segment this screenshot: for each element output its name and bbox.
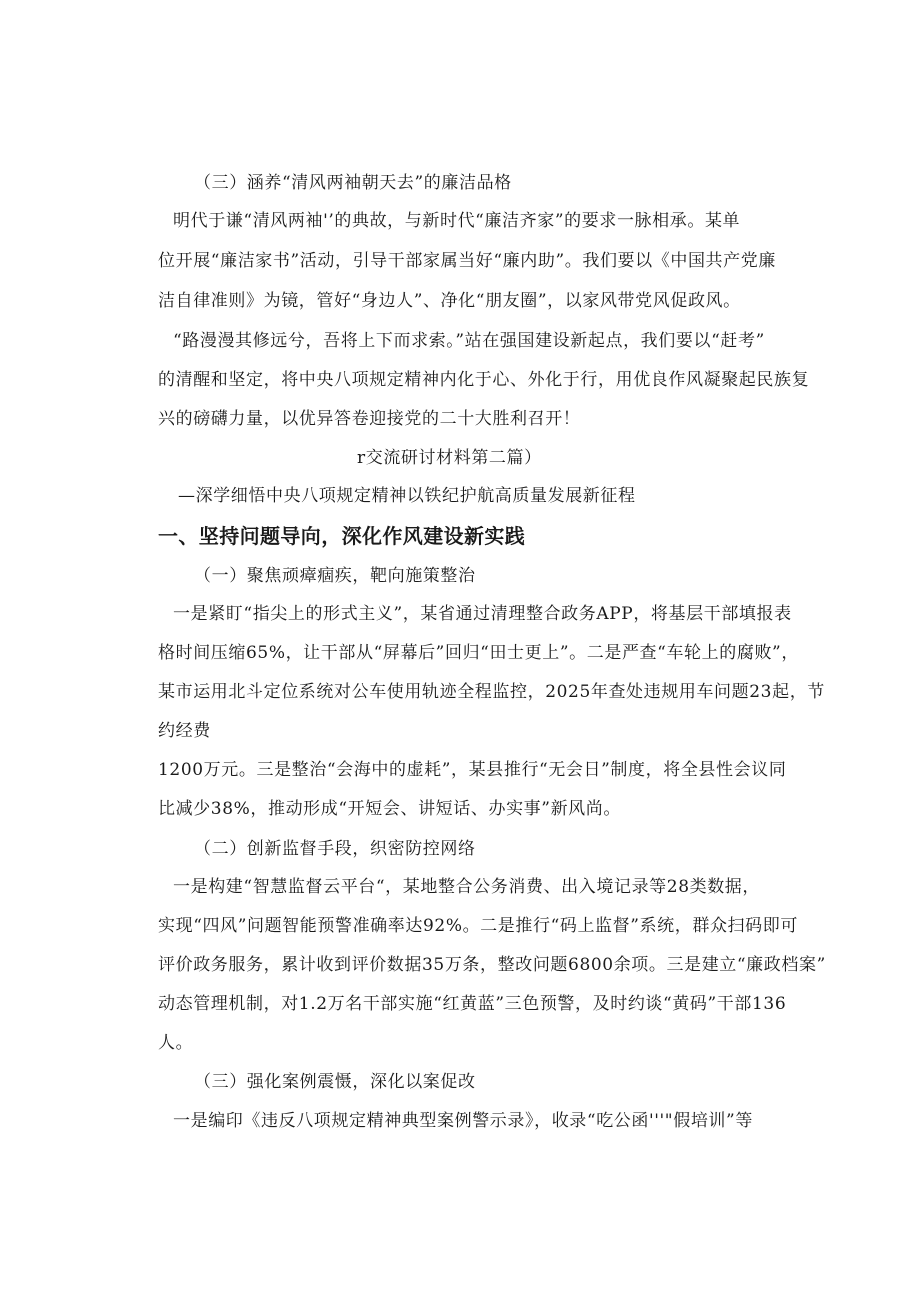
paragraph-line: 人。 xyxy=(158,1033,194,1053)
section-subheading: （二）创新监督手段，织密防控网络 xyxy=(194,839,476,859)
paragraph-line: 一是编印《违反八项规定精神典型案例警示录》，收录“吃公函'''"假培训”等 xyxy=(173,1111,753,1131)
section-subheading: （一）聚焦顽瘴痼疾，靶向施策整治 xyxy=(194,566,476,586)
paragraph-line: 某市运用北斗定位系统对公车使用轨迹全程监控，2025年查处违规用车问题23起，节 xyxy=(158,682,825,702)
section-heading: 一、坚持问题导向，深化作风建设新实践 xyxy=(158,524,526,548)
paragraph-line: 格时间压缩65%，让干部从“屏幕后”回归“田士更上”。二是严查“车轮上的腐败”， xyxy=(158,643,799,663)
paragraph-line: “路漫漫其修远兮，吾将上下而求索。”站在强国建设新起点，我们要以“赶考” xyxy=(173,331,765,351)
paragraph-line: 的清醒和坚定，将中央八项规定精神内化于心、外化于行，用优良作风凝聚起民族复 xyxy=(158,370,810,390)
paragraph-line: 一是紧盯“指尖上的形式主义”，某省通过清理整合政务APP，将基层干部填报表 xyxy=(173,604,792,624)
paragraph-line: 位开展“廉洁家书”活动，引导干部家属当好“廉内助”。我们要以《中国共产党廉 xyxy=(158,251,776,271)
paragraph-line: 比减少38%，推动形成“开短会、讲短话、办实事”新风尚。 xyxy=(158,799,621,819)
paragraph-line: 约经费 xyxy=(158,721,211,741)
paragraph-line: 兴的磅礴力量，以优异答卷迎接党的二十大胜利召开！ xyxy=(158,409,581,429)
paragraph-line: 明代于谦“清风两袖'’的典故，与新时代“廉洁齐家”的要求一脉相承。某单 xyxy=(173,211,741,231)
paragraph-line: 实现“四风”问题智能预警准确率达92%。二是推行“码上监督”系统，群众扫码即可 xyxy=(158,916,798,936)
section-subheading: （三）涵养“清风两袖朝天去”的廉洁品格 xyxy=(194,173,512,193)
article-subtitle: —深学细悟中央八项规定精神以铁纪护航高质量发展新征程 xyxy=(178,486,636,506)
paragraph-line: 评价政务服务，累计收到评价数据35万条，整改问题6800余项。三是建立“廉政档案” xyxy=(158,955,826,975)
paragraph-line: 1200万元。三是整治“会海中的虚耗”，某县推行“无会日”制度，将全县性会议同 xyxy=(158,760,787,780)
paragraph-line: 动态管理机制，对1.2万名干部实施“红黄蓝”三色预警，及时约谈“黄码”干部136 xyxy=(158,994,787,1014)
article-title: r交流研讨材料第二篇） xyxy=(357,448,542,468)
section-subheading: （三）强化案例震慑，深化以案促改 xyxy=(194,1072,476,1092)
paragraph-line: 一是构建“智慧监督云平台“，某地整合公务消费、出入境记录等28类数据， xyxy=(173,877,761,897)
paragraph-line: 洁自律准则》为镜，管好“身边人”、净化“朋友圈”，以家风带党风促政风。 xyxy=(158,291,741,311)
